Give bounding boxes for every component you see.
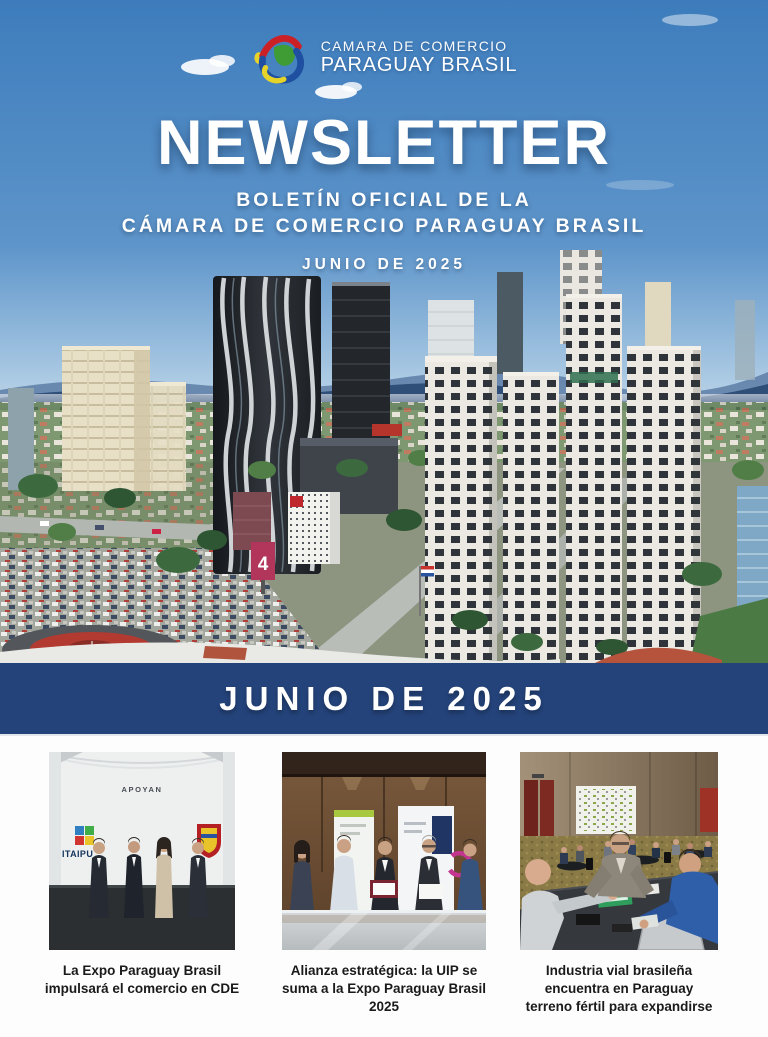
month-banner [0, 663, 768, 736]
article-caption: La Expo Paraguay Brasil impulsará el comercio en CDE [44, 963, 240, 996]
sponsor-backdrop [576, 786, 636, 834]
article-caption: Alianza estratégica: la UIP se suma a la Expo Paraguay Brasil 2025 [281, 963, 487, 1014]
article-uip-alianza [282, 752, 486, 1015]
desk-items [576, 914, 600, 925]
hero-date: JUNIO DE 2025 [302, 256, 466, 273]
article-photo-industria[interactable] [520, 752, 718, 950]
article-photo-expo-cde[interactable] [49, 752, 235, 950]
red-storefront-sign [372, 424, 402, 436]
articles-section [0, 737, 768, 1037]
logo-line1: CAMARA DE COMERCIO [320, 37, 508, 54]
red-tile-roof-small [203, 646, 247, 660]
billboard-text: 4 [257, 554, 269, 575]
signed-document [419, 884, 443, 899]
photo-industria-scene [520, 752, 718, 950]
itaipu-logo-text: ITAIPU [62, 849, 94, 859]
article-caption: Industria vial brasileña encuentra en Paraguay terreno fértil para expandirse [525, 963, 713, 1014]
photo-uip-scene [282, 752, 486, 950]
chamber-logo [0, 29, 768, 87]
article-expo-cde [44, 752, 240, 998]
hotel-building [288, 492, 340, 564]
article-photo-uip[interactable] [282, 752, 486, 950]
hero-subtitle-line1: BOLETÍN OFICIAL DE LA [236, 189, 532, 211]
maroon-building [233, 492, 271, 550]
red-signage [700, 788, 718, 832]
hotel-red-sign [290, 496, 303, 507]
month-banner-label: JUNIO DE 2025 [219, 679, 549, 717]
chamber-logo-icon [251, 29, 309, 87]
newsletter-title: NEWSLETTER [157, 108, 611, 178]
bank-sign-band [570, 372, 618, 383]
backdrop-text: APOYAN [121, 785, 163, 794]
logo-line2: PARAGUAY BRASIL [320, 54, 518, 77]
article-industria-vial [520, 752, 718, 1015]
hero-subtitle-line2: CÁMARA DE COMERCIO PARAGUAY BRASIL [121, 215, 647, 237]
